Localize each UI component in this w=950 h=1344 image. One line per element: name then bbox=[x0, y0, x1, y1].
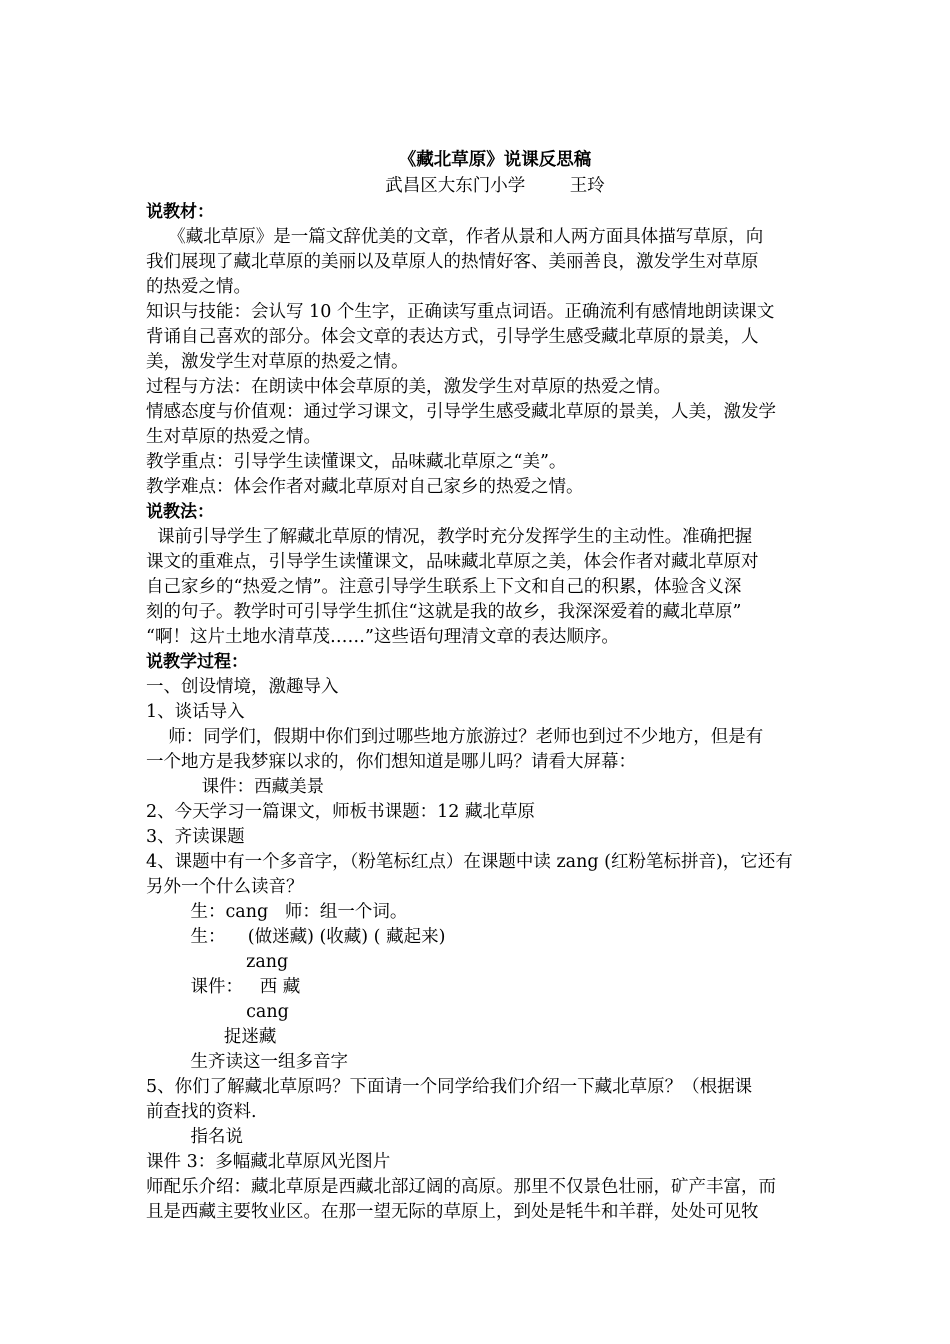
paragraph-line: 指名说 bbox=[146, 1127, 244, 1147]
paragraph-line: 生：cang 师：组一个词。 bbox=[146, 902, 408, 922]
paragraph-line: 课文的重难点，引导学生读懂课文，品味藏北草原之美，体会作者对藏北草原对 bbox=[146, 552, 759, 572]
paragraph-line: 生齐读这一组多音字 bbox=[146, 1052, 349, 1072]
paragraph-line: 刻的句子。教学时可引导学生抓住“这就是我的故乡，我深深爱着的藏北草原” bbox=[146, 602, 742, 622]
document-subtitle: 武昌区大东门小学 王玲 bbox=[385, 176, 605, 196]
paragraph-line: 背诵自己喜欢的部分。体会文章的表达方式，引导学生感受藏北草原的景美，人 bbox=[146, 327, 759, 347]
paragraph-line: 我们展现了藏北草原的美丽以及草原人的热情好客、美丽善良，激发学生对草原 bbox=[146, 252, 759, 272]
paragraph-line: 教学重点：引导学生读懂课文，品味藏北草原之“美”。 bbox=[146, 452, 567, 472]
paragraph-line: 《藏北草原》是一篇文辞优美的文章，作者从景和人两方面具体描写草原，向 bbox=[146, 227, 764, 247]
paragraph-line: 教学难点：体会作者对藏北草原对自己家乡的热爱之情。 bbox=[146, 477, 584, 497]
section-heading-method: 说教法： bbox=[146, 502, 214, 522]
paragraph-line: 捉迷藏 bbox=[146, 1027, 277, 1047]
paragraph-line: 过程与方法：在朗读中体会草原的美，激发学生对草原的热爱之情。 bbox=[146, 377, 671, 397]
paragraph-line: 的热爱之情。 bbox=[146, 277, 251, 297]
paragraph-line: 2、今天学习一篇课文，师板书课题：12 藏北草原 bbox=[146, 802, 535, 822]
paragraph-line: cang bbox=[146, 1002, 289, 1022]
section-heading-process: 说教学过程： bbox=[146, 652, 248, 672]
paragraph-line: 3、齐读课题 bbox=[146, 827, 245, 847]
paragraph-line: 情感态度与价值观：通过学习课文，引导学生感受藏北草原的景美，人美，激发学 bbox=[146, 402, 776, 422]
paragraph-line: 前查找的资料. bbox=[146, 1102, 257, 1122]
paragraph-line: 知识与技能：会认写 10 个生字，正确读写重点词语。正确流利有感情地朗读课文 bbox=[146, 302, 775, 322]
paragraph-line: 课前引导学生了解藏北草原的情况，教学时充分发挥学生的主动性。准确把握 bbox=[146, 527, 753, 547]
paragraph-line: “啊！这片土地水清草茂……”这些语句理清文章的表达顺序。 bbox=[146, 627, 619, 647]
paragraph-line: 1、谈话导入 bbox=[146, 702, 245, 722]
paragraph-line: 美，激发学生对草原的热爱之情。 bbox=[146, 352, 409, 372]
paragraph-line: 一个地方是我梦寐以求的，你们想知道是哪儿吗？请看大屏幕： bbox=[146, 752, 636, 772]
paragraph-line: 师：同学们，假期中你们到过哪些地方旅游过？老师也到过不少地方，但是有 bbox=[146, 727, 764, 747]
section-heading-material: 说教材： bbox=[146, 202, 214, 222]
paragraph-line: 师配乐介绍：藏北草原是西藏北部辽阔的高原。那里不仅景色壮丽，矿产丰富，而 bbox=[146, 1177, 776, 1197]
paragraph-line: 课件 3：多幅藏北草原风光图片 bbox=[146, 1152, 391, 1172]
document-title: 《藏北草原》说课反思稿 bbox=[398, 150, 592, 170]
paragraph-line: 且是西藏主要牧业区。在那一望无际的草原上，到处是牦牛和羊群，处处可见牧 bbox=[146, 1202, 759, 1222]
paragraph-line: 一、创设情境，激趣导入 bbox=[146, 677, 339, 697]
paragraph-line: zang bbox=[146, 952, 289, 972]
paragraph-line: 课件：西藏美景 bbox=[146, 777, 325, 797]
paragraph-line: 生： (做迷藏) (收藏) ( 藏起来) bbox=[146, 927, 446, 947]
paragraph-line: 生对草原的热爱之情。 bbox=[146, 427, 321, 447]
paragraph-line: 5、你们了解藏北草原吗？下面请一个同学给我们介绍一下藏北草原？（根据课 bbox=[146, 1077, 753, 1097]
paragraph-line: 4、课题中有一个多音字，（粉笔标红点）在课题中读 zang (红粉笔标拼音)，它还有 bbox=[146, 852, 793, 872]
paragraph-line: 自己家乡的“热爱之情”。注意引导学生联系上下文和自己的积累，体验含义深 bbox=[146, 577, 742, 597]
paragraph-line: 课件： 西 藏 bbox=[146, 977, 301, 997]
paragraph-line: 另外一个什么读音？ bbox=[146, 877, 304, 897]
